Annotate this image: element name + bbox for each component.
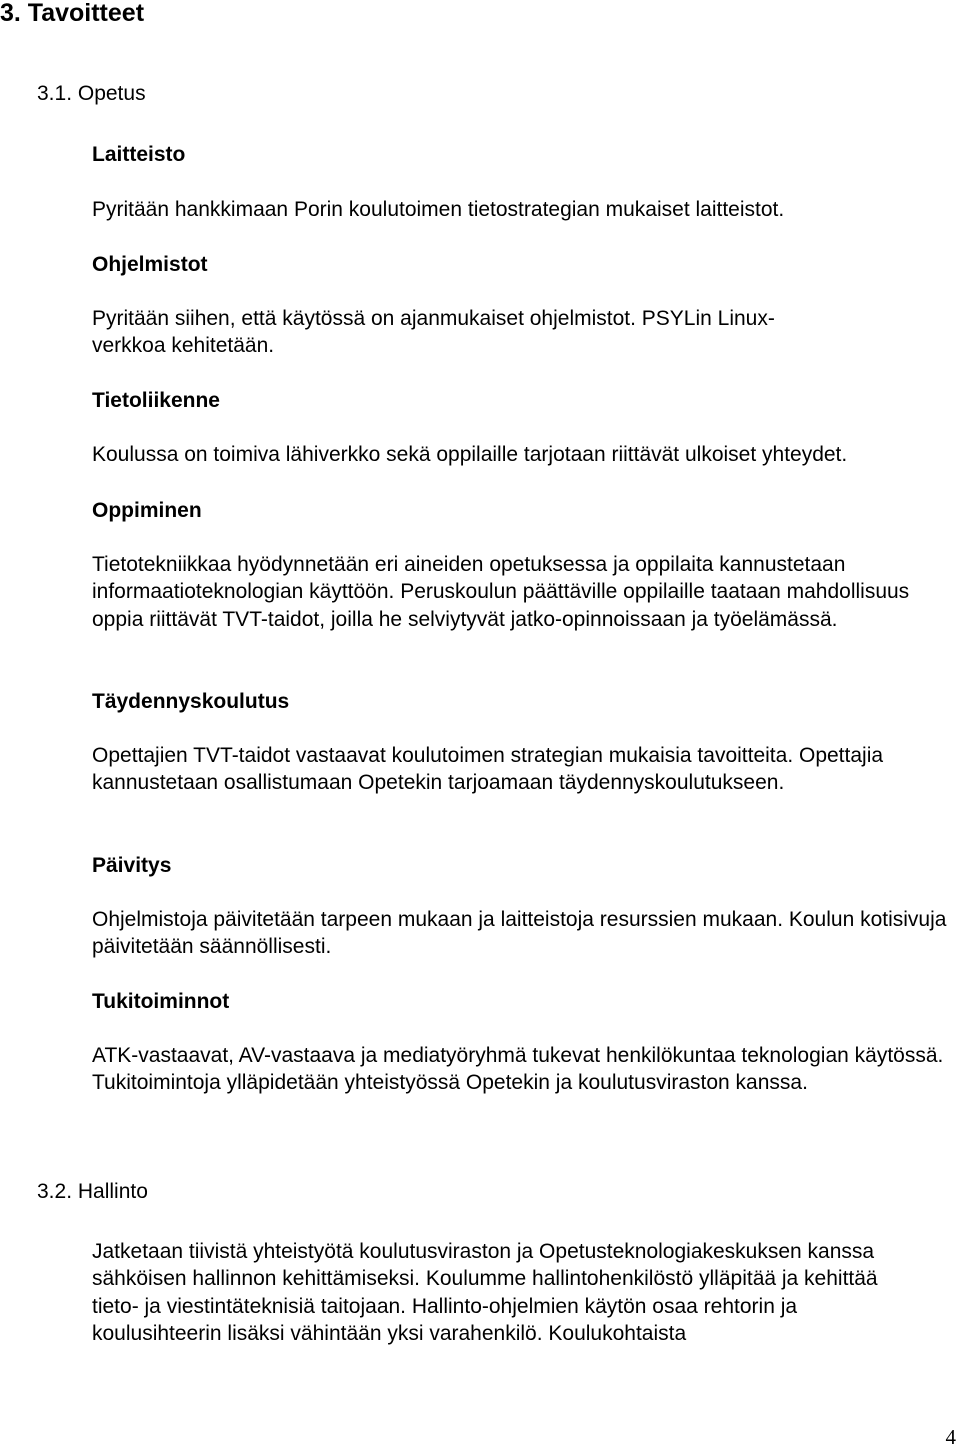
subsection-heading-tukitoiminnot: Tukitoiminnot: [92, 990, 230, 1013]
subsection-heading-paivitys: Päivitys: [92, 854, 172, 877]
subsection-heading-oppiminen: Oppiminen: [92, 499, 202, 522]
paragraph-tietoliikenne: Koulussa on toimiva lähiverkko sekä oppilaille tarjotaan riittävät ulkoiset yhteydet.: [92, 443, 848, 466]
paragraph-hallinto: Jatketaan tiivistä yhteistyötä koulutusviraston ja Opetusteknologiakeskuksen kanssa sähköisen hallinnon kehittämiseksi. Koulumme hallintohenkilöstö ylläpitää ja kehittää tieto- ja viestintäteknisiä taitojaan. Hallinto-ohjelmien käytön osaa rehtorin ja koulusihteerin lisäksi vähintään yksi varahenkilö. Koulukohtaista: [92, 1240, 878, 1345]
paragraph-tukitoiminnot: ATK-vastaavat, AV-vastaava ja mediatyöryhmä tukevat henkilökuntaa teknologian käytössä. Tukitoimintoja ylläpidetään yhteistyössä Opetekin ja koulutusviraston kanssa.: [92, 1044, 944, 1095]
section-heading-hallinto: 3.2. Hallinto: [37, 1180, 148, 1203]
subsection-heading-tietoliikenne: Tietoliikenne: [92, 389, 220, 412]
chapter-title: 3. Tavoitteet: [0, 0, 145, 27]
paragraph-paivitys: Ohjelmistoja päivitetään tarpeen mukaan ja laitteistoja resurssien mukaan. Koulun kotisivuja päivitetään säännöllisesti.: [92, 908, 947, 959]
subsection-heading-taydennyskoulutus: Täydennyskoulutus: [92, 690, 290, 713]
subsection-heading-laitteisto: Laitteisto: [92, 143, 186, 166]
section-heading-opetus: 3.1. Opetus: [37, 82, 146, 105]
paragraph-oppiminen: Tietotekniikkaa hyödynnetään eri aineiden opetuksessa ja oppilaita kannustetaan informaatioteknologian käyttöön. Peruskoulun päättäville oppilaille taataan mahdollisuus oppia riittävät TVT-taidot, joilla he selviytyvät jatko-opinnoissaan ja työelämässä.: [92, 553, 910, 631]
paragraph-laitteisto: Pyritään hankkimaan Porin koulutoimen tietostrategian mukaiset laitteistot.: [92, 198, 785, 221]
page-number: 4: [945, 1425, 956, 1449]
paragraph-taydennyskoulutus: Opettajien TVT-taidot vastaavat koulutoimen strategian mukaisia tavoitteita. Opettajia kannustetaan osallistumaan Opetekin tarjoamaan täydennyskoulutukseen.: [92, 744, 884, 795]
paragraph-ohjelmistot: Pyritään siihen, että käytössä on ajanmukaiset ohjelmistot. PSYLin Linux-verkkoa kehitetään.: [92, 307, 775, 358]
subsection-heading-ohjelmistot: Ohjelmistot: [92, 253, 208, 276]
